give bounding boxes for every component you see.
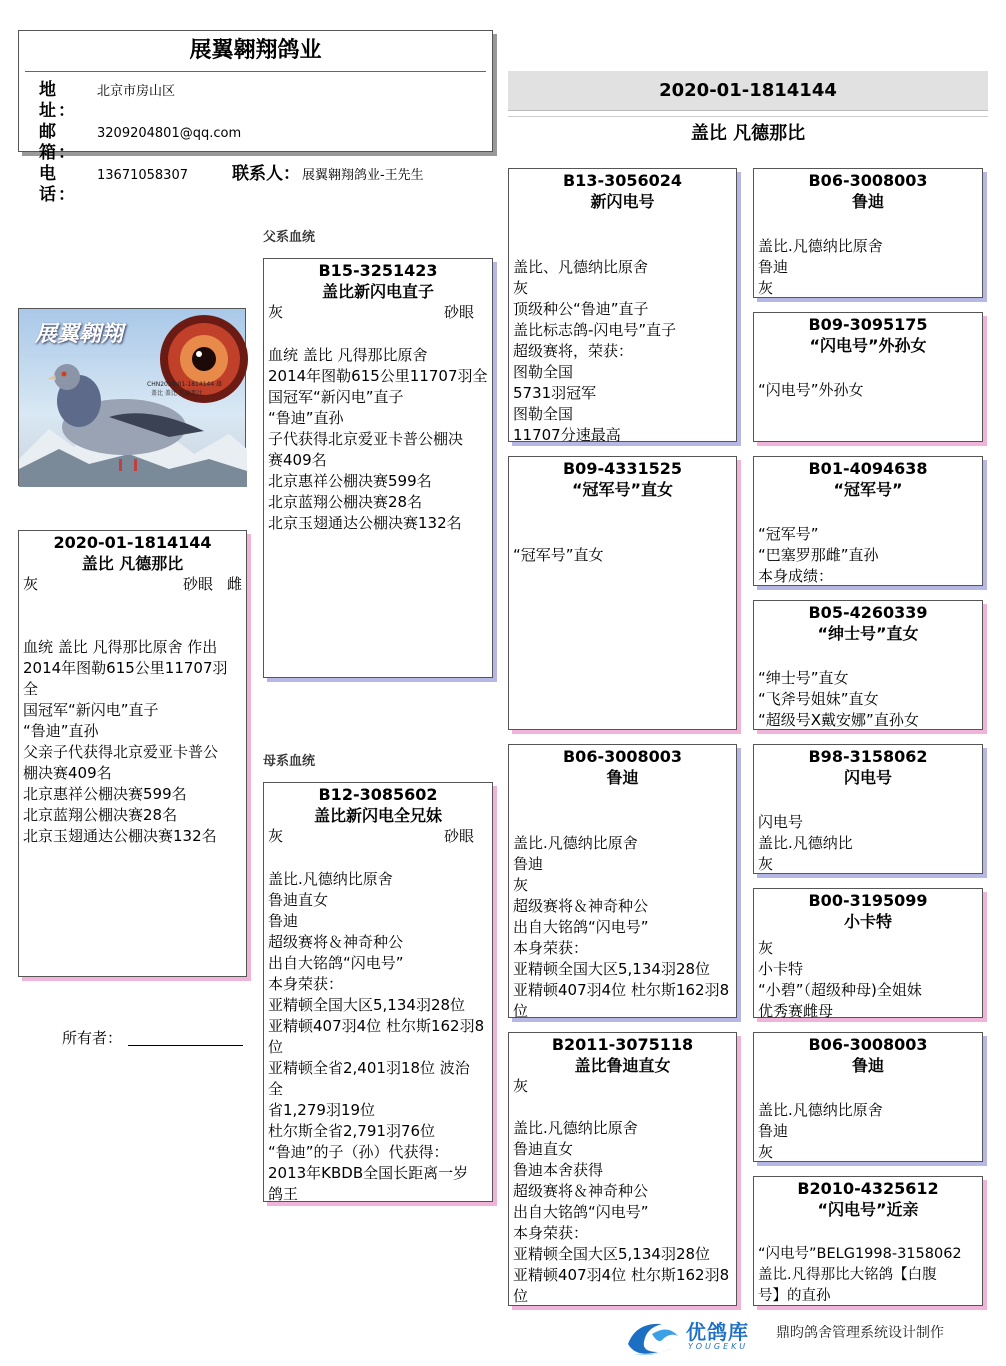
dam-sire-card — [508, 744, 737, 1018]
ggp-dsd-card — [753, 888, 983, 1018]
ggp-sss-name: 鲁迪 — [851, 192, 884, 211]
contact-value: 展翼翱翔鸽业-王先生 — [301, 168, 424, 183]
dam-sire-name: 鲁迪 — [606, 768, 639, 787]
ggp-sdd-card — [753, 600, 983, 730]
subject-sex: 雌 — [226, 575, 242, 593]
dam-card — [263, 782, 493, 1202]
dam-notes: 盖比.凡德纳比原舍 鲁迪直女 鲁迪 超级赛将＆神奇种公 出自大铭鸽“闪电号” 本身荣获： 亚精顿全国大区5,134羽28位 亚精顿407羽4位 杜尔斯162羽8 位 亚精顿全省2,401羽18位 波治 全 省1,279羽19位 杜尔斯全省2,791羽76位 “鲁迪”的子（孙）代获得： 2013年KBDB全国长距离一岁 鸽王 — [268, 870, 485, 1203]
ggp-dss-card — [753, 744, 983, 874]
contact-label: 联系人： — [231, 164, 300, 184]
brand-name-en: YOUGEKU — [688, 1342, 749, 1351]
ggp-dds-name: 鲁迪 — [851, 1056, 884, 1075]
sire-dam-notes: “冠军号”直女 — [513, 546, 604, 564]
dam-name: 盖比新闪电全兄妹 — [313, 806, 442, 825]
kennel-header — [18, 30, 493, 205]
sire-eye: 砂眼 — [443, 303, 474, 321]
address-row — [19, 80, 492, 122]
ggp-sss-ring: B06-3008003 — [808, 171, 928, 190]
ggp-dds-card — [753, 1032, 983, 1162]
ggp-dsd-name: 小卡特 — [843, 912, 892, 931]
ggp-dsd-notes: 灰 小卡特 “小碧”（超级种母)全姐妹 优秀赛雌母 — [758, 939, 922, 1020]
subject-color: 灰 — [23, 575, 39, 593]
dam-dam-name: 盖比鲁迪直女 — [574, 1056, 671, 1075]
ggp-ssd-notes: “闪电号”外孙女 — [758, 381, 864, 399]
ggp-ssd-card — [753, 312, 983, 442]
pedigree-banner-underline — [508, 116, 988, 117]
dam-dam-notes: 灰 盖比.凡德纳比原舍 鲁迪直女 鲁迪本舍获得 超级赛将＆神奇种公 出自大铭鸽“闪电号” 本身荣获： 亚精顿全国大区5,134羽28位 亚精顿407羽4位 杜尔斯162羽8 位 — [513, 1077, 730, 1305]
sire-traits — [264, 302, 492, 323]
email-label: 邮 箱： — [39, 122, 77, 163]
ggp-sds-ring: B01-4094638 — [808, 459, 928, 478]
sire-card — [263, 258, 493, 678]
sire-sire-name: 新闪电号 — [590, 192, 655, 211]
brand-name: 优鸽库 — [686, 1320, 749, 1344]
ggp-sdd-ring: B05-4260339 — [808, 603, 928, 622]
ggp-sds-name: “冠军号” — [833, 480, 903, 499]
dam-traits — [264, 826, 492, 847]
ggp-ssd-ring: B09-3095175 — [808, 315, 928, 334]
sire-name: 盖比新闪电直子 — [321, 282, 434, 301]
phone-label: 电 话： — [39, 164, 77, 205]
ggp-sds-notes: “冠军号” “巴塞罗那雌”直孙 本身成绩： — [758, 525, 879, 585]
sire-color: 灰 — [268, 303, 284, 321]
ggp-sss-card — [753, 168, 983, 298]
ggp-dss-name: 闪电号 — [843, 768, 892, 787]
sire-section-label: 父系血统 — [263, 230, 316, 245]
sire-notes: 血统 盖比 凡得那比原舍 2014年图勒615公里11707羽全 国冠军“新闪电”直子 “鲁迪”直孙 子代获得北京爱亚卡普公棚决 赛409名 北京惠祥公棚决赛599名 北京蓝翔公棚决赛28名 北京玉翅通达公棚决赛132名 — [268, 346, 488, 532]
pedigree-ring-banner — [508, 71, 988, 111]
ggp-ddd-card — [753, 1176, 983, 1306]
dam-ring: B12-3085602 — [318, 785, 438, 804]
ggp-ssd-name: “闪电号”外孙女 — [809, 336, 927, 355]
dam-color: 灰 — [268, 827, 284, 845]
dam-section-label: 母系血统 — [263, 754, 316, 769]
subject-ring: 2020-01-1814144 — [53, 533, 212, 552]
ggp-dsd-ring: B00-3195099 — [808, 891, 928, 910]
owner-line — [128, 1045, 243, 1046]
sire-sire-notes: 盖比、凡德纳比原舍 灰 顶级种公“鲁迪”直子 盖比标志鸽-闪电号”直子 超级赛将，荣获： 图勒全国 5731羽冠军 图勒全国 11707分速最高 — [513, 258, 677, 444]
ggp-ddd-name: “闪电号”近亲 — [817, 1200, 919, 1219]
subject-notes: 血统 盖比 凡得那比原舍 作出 2014年图勒615公里11707羽全 国冠军“新闪电”直子 “鲁迪”直孙 父亲子代获得北京爱亚卡普公 棚决赛409名 北京惠祥公棚决赛599名 北京蓝翔公棚决赛28名 北京玉翅通达公棚决赛132名 — [23, 638, 228, 845]
ggp-sds-card — [753, 456, 983, 586]
dam-dam-card — [508, 1032, 737, 1306]
address-value: 北京市房山区 — [97, 84, 176, 99]
dam-dam-ring: B2011-3075118 — [551, 1035, 694, 1054]
email-row — [19, 122, 492, 164]
brand-logo — [622, 1314, 762, 1358]
ggp-dss-notes: 闪电号 盖比.凡德纳比 灰 — [758, 813, 853, 873]
photo-overlay-1: CHN2020-01-1814144 雄 — [147, 381, 223, 388]
ggp-dds-ring: B06-3008003 — [808, 1035, 928, 1054]
ggp-sdd-name: “绅士号”直女 — [817, 624, 919, 643]
ggp-sss-notes: 盖比.凡德纳比原舍 鲁迪 灰 — [758, 237, 883, 297]
owner-label: 所有者： — [62, 1029, 123, 1047]
pigeon-photo — [18, 308, 246, 486]
kennel-title: 展翼翱翔鸽业 — [189, 38, 322, 63]
sire-dam-ring: B09-4331525 — [562, 459, 683, 478]
pedigree-ring: 2020-01-1814144 — [659, 80, 837, 101]
footer-credit: 鼎昀鸽舍管理系统设计制作 — [776, 1325, 944, 1341]
subject-card — [18, 530, 247, 977]
sire-dam-card — [508, 456, 737, 730]
phone-row — [19, 164, 492, 206]
dam-eye: 砂眼 — [443, 827, 474, 845]
pedigree-name: 盖比 凡德那比 — [690, 123, 806, 144]
ggp-sdd-notes: “绅士号”直女 “飞斧号姐妹”直女 “超级号X戴安娜”直孙女 — [758, 669, 919, 729]
brand-swirl-icon — [622, 1314, 682, 1358]
address-label: 地 址： — [39, 80, 77, 121]
email-value: 3209204801@qq.com — [97, 126, 242, 141]
sire-sire-ring: B13-3056024 — [562, 171, 683, 190]
photo-overlay-2: 盖比 盖比 凡德那比 — [151, 390, 203, 397]
subject-name: 盖比 凡德那比 — [81, 554, 184, 573]
ggp-ddd-notes: “闪电号”BELG1998-3158062 盖比.凡得那比大铭鸽【白腹 号】的直孙 — [758, 1246, 962, 1304]
ggp-dds-notes: 盖比.凡德纳比原舍 鲁迪 灰 — [758, 1101, 883, 1161]
ggp-ddd-ring: B2010-4325612 — [797, 1179, 939, 1198]
subject-traits — [19, 574, 246, 595]
subject-eye: 砂眼 — [182, 575, 213, 593]
sire-ring: B15-3251423 — [318, 261, 438, 280]
phone-value: 13671058307 — [97, 168, 188, 183]
sire-sire-card — [508, 168, 737, 442]
photo-caption: 展翼翱翔 — [35, 321, 124, 347]
dam-sire-ring: B06-3008003 — [562, 747, 683, 766]
ggp-dss-ring: B98-3158062 — [808, 747, 928, 766]
dam-sire-notes: 盖比.凡德纳比原舍 鲁迪 灰 超级赛将＆神奇种公 出自大铭鸽“闪电号” 本身荣获： 亚精顿全国大区5,134羽28位 亚精顿407羽4位 杜尔斯162羽8 位 — [513, 834, 730, 1020]
sire-dam-name: “冠军号”直女 — [571, 480, 674, 499]
